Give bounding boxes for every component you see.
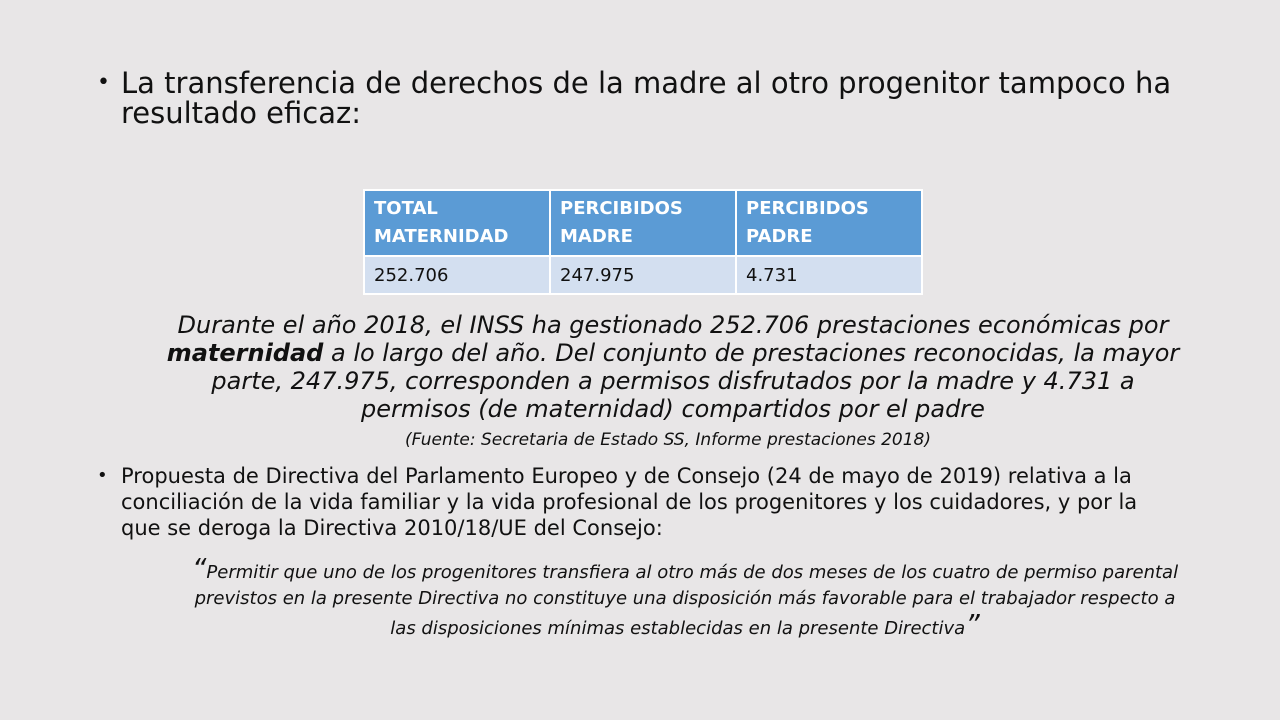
bullet-marker: • xyxy=(97,465,108,486)
header-percibidos-madre: PERCIBIDOS MADRE xyxy=(550,190,736,256)
directive-quote xyxy=(180,552,1190,642)
maternity-stats-table xyxy=(363,189,923,295)
header-percibidos-padre: PERCIBIDOS PADRE xyxy=(736,190,922,256)
bullet-transfer-rights xyxy=(97,68,1177,128)
open-quote-mark: “ xyxy=(191,552,207,585)
table-row xyxy=(364,256,922,294)
cell-total-maternidad: 252.706 xyxy=(364,256,550,294)
header-total-maternidad: TOTAL MATERNIDAD xyxy=(364,190,550,256)
cell-percibidos-padre: 4.731 xyxy=(736,256,922,294)
inss-quote-part1: Durante el año 2018, el INSS ha gestionado 252.706 prestaciones económicas por xyxy=(177,311,1169,339)
bullet-marker: • xyxy=(97,70,110,95)
cell-percibidos-madre: 247.975 xyxy=(550,256,736,294)
directive-quote-text: Permitir que uno de los progenitores transfiera al otro más de dos meses de los cuatro de permiso parental previstos en la presente Directiva no constituye una disposición más favorable para el trabajador respecto a las disposiciones mínimas establecidas en la presente Directiva xyxy=(194,562,1179,639)
source-citation: (Fuente: Secretaria de Estado SS, Informe prestaciones 2018) xyxy=(405,430,931,450)
table-header-row xyxy=(364,190,922,256)
inss-quote-bold: maternidad xyxy=(166,339,324,367)
bullet-directive-proposal xyxy=(97,463,1177,541)
bullet-text: La transferencia de derechos de la madre al otro progenitor tampoco ha resultado eficaz: xyxy=(121,66,1172,130)
bullet-text: Propuesta de Directiva del Parlamento Europeo y de Consejo (24 de mayo de 2019) relativa a la conciliación de la vida familiar y la vida profesional de los progenitores y los cuidadores, y por la que se deroga la Directiva 2010/18/UE del Consejo: xyxy=(121,464,1138,540)
inss-quote-part2: a lo largo del año. Del conjunto de prestaciones reconocidas, la mayor parte, 247.975, corresponden a permisos disfrutados por la madre y 4.731 a permisos (de maternidad) compartidos por el padre xyxy=(211,339,1180,423)
close-quote-mark: ” xyxy=(965,608,980,641)
inss-quote xyxy=(163,311,1183,423)
